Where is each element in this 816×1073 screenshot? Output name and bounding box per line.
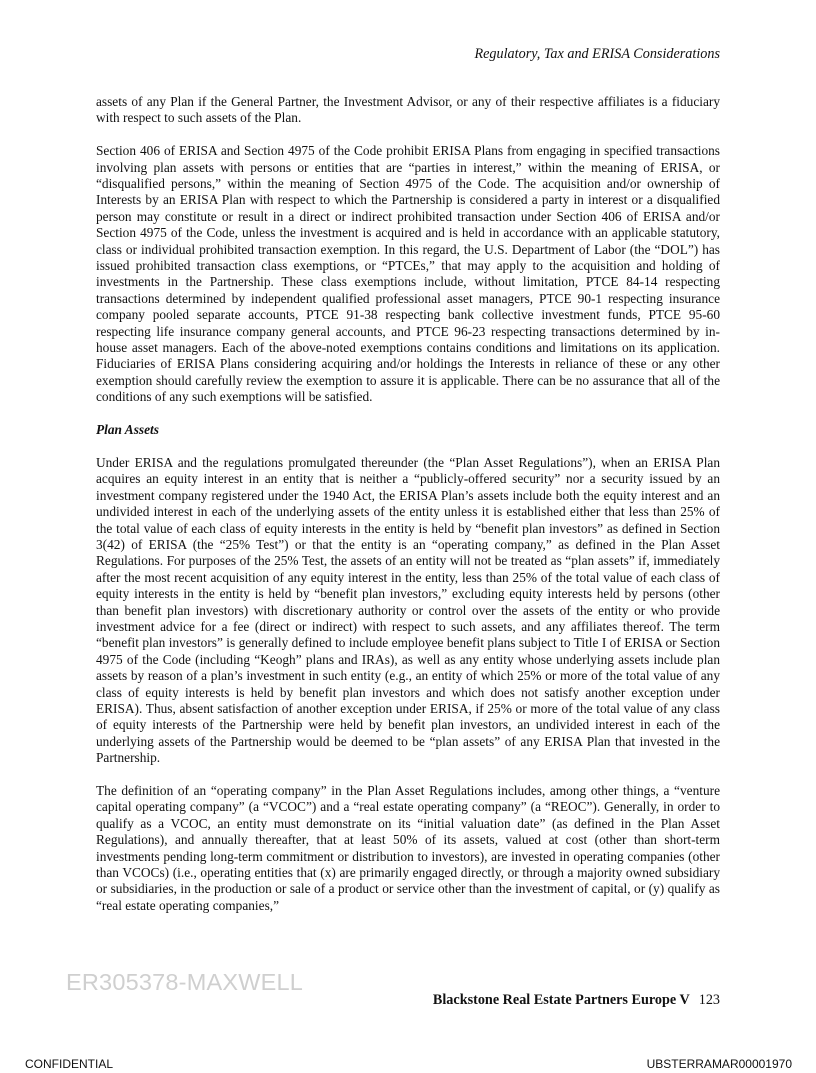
- paragraph: Under ERISA and the regulations promulgated thereunder (the “Plan Asset Regulations”), when an ERISA Plan acquires an equity interest in an entity that is neither a “publicly-offered security” nor a security issued by an investment company registered under the 1940 Act, the ERISA Plan’s assets include both the equity interest and an undivided interest in each of the underlying assets of the entity unless it is established either that less than 25% of the total value of each class of equity interests in the entity is held by “benefit plan investors” as defined in Section 3(42) of ERISA (the “25% Test”) or that the entity is an “operating company,” as defined in the Plan Asset Regulations. For purposes of the 25% Test, the assets of an entity will not be treated as “plan assets” if, immediately after the most recent acquisition of any equity interest in the entity, less than 25% of the total value of each class of equity interests in the entity is held by “benefit plan investors,” excluding equity interests held by persons (other than benefit plan investors) with discretionary authority or control over the assets of the entity or who provide investment advice for a fee (direct or indirect) with respect to such assets, and any affiliates thereof. The term “benefit plan investors” is generally defined to include employee benefit plans subject to Title I of ERISA or Section 4975 of the Code (including “Keogh” plans and IRAs), as well as any entity whose underlying assets include plan assets by reason of a plan’s investment in such entity (e.g., an entity of which 25% or more of the total value of any class of equity interests is held by benefit plan investors and which does not satisfy another exception under ERISA). Thus, absent satisfaction of another exception under ERISA, if 25% or more of the total value of any class of equity interests of the Partnership were held by benefit plan investors, an undivided interest in each of the underlying assets of the Partnership would be deemed to be “plan assets” of any ERISA Plan that invested in the Partnership.: [96, 454, 720, 766]
- bates-number: UBSTERRAMAR00001970: [646, 1057, 792, 1071]
- running-header: Regulatory, Tax and ERISA Considerations: [474, 46, 720, 62]
- page-number: 123: [698, 992, 720, 1008]
- paragraph: Section 406 of ERISA and Section 4975 of the Code prohibit ERISA Plans from engaging in specified transactions involving plan assets with persons or entities that are “parties in interest,” within the meaning of ERISA, or “disqualified persons,” within the meaning of Section 4975 of the Code. The acquisition and/or ownership of Interests by an ERISA Plan with respect to which the Partnership is considered a party in interest or a disqualified person may constitute or result in a direct or indirect prohibited transaction under Section 406 of ERISA and/or Section 4975 of the Code, unless the investment is acquired and is held in accordance with an applicable statutory, class or individual prohibited transaction exemption. In this regard, the U.S. Department of Labor (the “DOL”) has issued prohibited transaction class exemptions, or “PTCEs,” that may apply to the acquisition and holding of investments in the Partnership. These class exemptions include, without limitation, PTCE 84-14 respecting transactions determined by independent qualified professional asset managers, PTCE 90-1 respecting insurance company pooled separate accounts, PTCE 91-38 respecting bank collective investment funds, PTCE 95-60 respecting life insurance company general accounts, and PTCE 96-23 respecting transactions determined by in-house asset managers. Each of the above-noted exemptions contains conditions and limitations on its application. Fiduciaries of ERISA Plans considering acquiring and/or holdings the Interests in reliance of these or any other exemption should carefully review the exemption to assure it is applicable. There can be no assurance that all of the conditions of any such exemptions will be satisfied.: [96, 143, 720, 405]
- section-heading: Plan Assets: [96, 422, 159, 438]
- page-footer: [433, 992, 720, 1009]
- paragraph: The definition of an “operating company” in the Plan Asset Regulations includes, among other things, a “venture capital operating company” (a “VCOC”) and a “real estate operating company” (a “REOC”). Generally, in order to qualify as a VCOC, an entity must demonstrate on its “initial valuation date” (as defined in the Plan Asset Regulations), and annually thereafter, that at least 50% of its assets, valued at cost (other than short-term investments pending long-term commitment or distribution to investors), are invested in operating companies (other than VCOCs) (i.e., operating entities that (x) are primarily engaged directly, or through a majority owned subsidiary or subsidiaries, in the production or sale of a product or service other than the investment of capital, or (y) qualify as “real estate operating companies,”: [96, 783, 720, 913]
- confidential-label: CONFIDENTIAL: [25, 1057, 114, 1071]
- document-body: [96, 94, 720, 931]
- footer-document-title: Blackstone Real Estate Partners Europe V: [432, 992, 690, 1008]
- watermark: ER305378-MAXWELL: [66, 969, 304, 995]
- paragraph: assets of any Plan if the General Partner, the Investment Advisor, or any of their respective affiliates is a fiduciary with respect to such assets of the Plan.: [96, 94, 720, 126]
